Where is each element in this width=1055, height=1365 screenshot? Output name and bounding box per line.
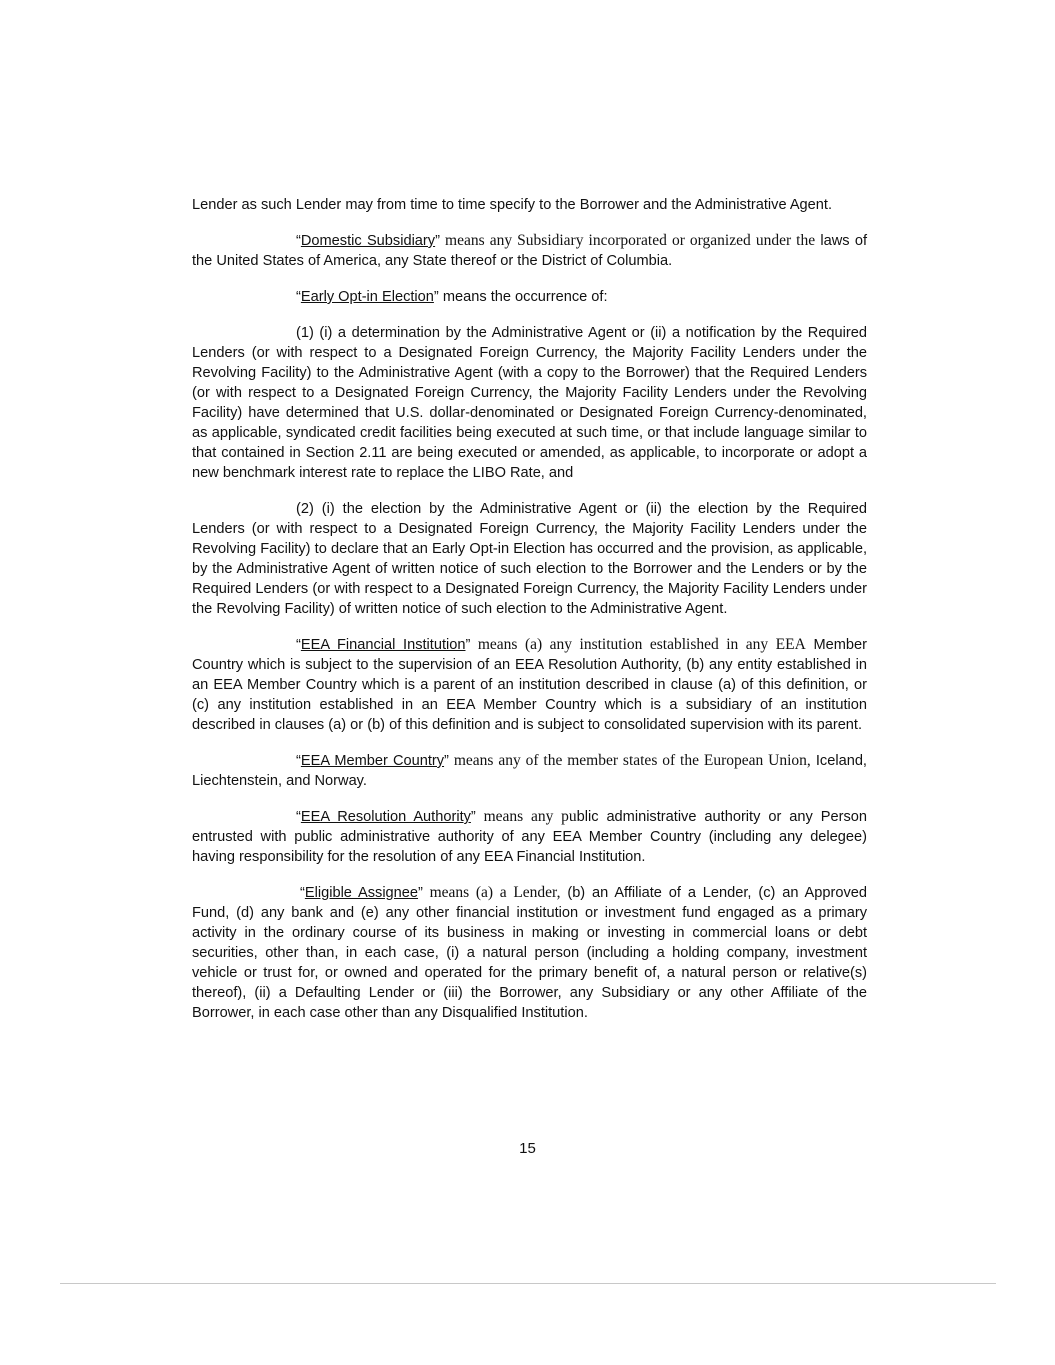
definition-eea-financial-institution [192, 635, 867, 735]
open-quote: “ [296, 233, 301, 249]
close-quote: ” [470, 809, 476, 825]
open-quote: “ [296, 637, 301, 653]
defined-term: EEA Member Country [300, 753, 445, 769]
definition-lead: means (a) a Lender, [422, 884, 561, 901]
close-quote: ” [465, 637, 471, 653]
close-quote: ” [418, 885, 423, 901]
definition-text: Member Country which is subject to the supervision of an EEA Resolution Authority, (b) any entity established in an EEA Member Country which is a parent of an institution described in clause (a) of this definition, or (c) any institution established in an EEA Member Country which is a subsidiary of an institution described in clauses (a) or (b) of this definition and is subject to consolidated supervision with its parent. [192, 637, 868, 733]
close-quote: ” [433, 289, 439, 305]
defined-term: Eligible Assignee [304, 885, 419, 901]
definition-eea-member-country [192, 751, 867, 791]
definition-lead: means any of the member states of the European Union, [448, 752, 811, 769]
document-body [192, 195, 867, 1039]
open-quote: “ [300, 885, 305, 901]
defined-term: Early Opt-in Election [300, 289, 434, 305]
definition-lead: means (a) any institution established in any EEA [470, 636, 806, 653]
definition-text: blic administrative authority or any Person entrusted with public administrative authority of any EEA Member Country (including any delegee) having responsibility for the resolution of any EEA Financial Institution. [192, 809, 867, 865]
definition-early-opt-in-election [192, 287, 867, 307]
clause-1: (1) (i) a determination by the Administrative Agent or (ii) a notification by the Required Lenders (or with respect to a Designated Foreign Currency, the Majority Facility Lenders under the Revolving Facility) to the Administrative Agent (with a copy to the Borrower) that the Required Lenders (or with respect to a Designated Foreign Currency, the Majority Facility Lenders under the Revolving Facility) have determined that U.S. dollar-denominated or Designated Foreign Currency-denominated, as applicable, syndicated credit facilities being executed at such time, or that include language similar to that contained in Section 2.11 are being executed or amended, as applicable, to incorporate or adopt a new benchmark interest rate to replace the LIBO Rate, and [192, 325, 867, 481]
open-quote: “ [296, 753, 301, 769]
open-quote: “ [296, 809, 301, 825]
definition-lead: means any Subsidiary incorporated or organized under the [439, 232, 816, 249]
clause-2: (2) (i) the election by the Administrative Agent or (ii) the election by the Required Lenders (or with respect to a Designated Foreign Currency, the Majority Facility Lenders under the Revolving Facility) to declare that an Early Opt-in Election has occurred and the provision, as applicable, by the Administrative Agent of written notice of such election to the Borrower and the Lenders or by the Required Lenders (or with respect to a Designated Foreign Currency, the Majority Facility Lenders under the Revolving Facility) of written notice of such election to the Administrative Agent. [192, 501, 867, 617]
continuation-paragraph: Lender as such Lender may from time to time specify to the Borrower and the Administrative Agent. [192, 197, 833, 213]
page-divider [60, 1283, 996, 1284]
defined-term: EEA Financial Institution [300, 637, 466, 653]
definition-lead: means any pu [475, 808, 577, 825]
definition-domestic-subsidiary [192, 231, 867, 271]
definition-text: laws of the United States of America, any State thereof or the District of Columbia. [192, 233, 867, 269]
definition-text: Iceland, Liechtenstein, and Norway. [192, 753, 867, 789]
defined-term: EEA Resolution Authority [300, 809, 471, 825]
close-quote: ” [435, 233, 440, 249]
definition-eligible-assignee [192, 883, 867, 1023]
page-number: 15 [519, 1140, 536, 1157]
defined-term: Domestic Subsidiary [300, 233, 436, 249]
definition-eea-resolution-authority [192, 807, 867, 867]
open-quote: “ [296, 289, 301, 305]
definition-text: means the occurrence of: [438, 289, 608, 305]
close-quote: ” [444, 753, 449, 769]
definition-text: (b) an Affiliate of a Lender, (c) an Approved Fund, (d) any bank and (e) any other financial institution or investment fund engaged as a primary activity in the ordinary course of its business in making or investing in commercial loans or debt securities, other than, in each case, (i) a natural person (including a holding company, investment vehicle or trust for, or owned and operated for the primary benefit of, a natural person or relative(s) thereof), (ii) a Defaulting Lender or (iii) the Borrower, any Subsidiary or any other Affiliate of the Borrower, in each case other than any Disqualified Institution. [192, 885, 867, 1021]
